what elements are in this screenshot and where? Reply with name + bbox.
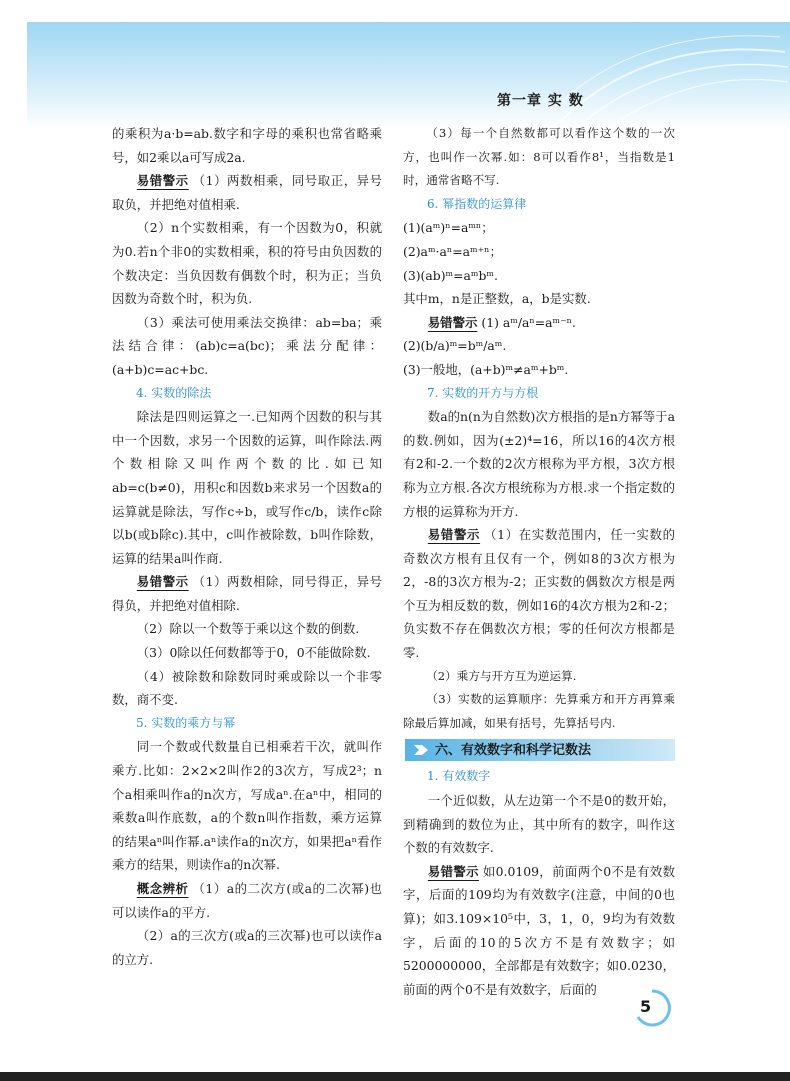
callout-label: 易错警示 — [136, 574, 189, 590]
subsection-heading: 6. 幂指数的运算律 — [427, 196, 527, 211]
body-paragraph: 数a的n(n为自然数)次方根指的是n方幂等于a的数.例如，因为(±2)⁴=16，所以16的4次方根有2和-2.一个数的2次方根称为平方根，3次方根称为立方根.各次方根统称为方根.求一个指定数的方根的运算称为开方. — [403, 409, 675, 519]
section-heading — [405, 739, 675, 761]
callout-text: （1）在实数范围内，任一实数的奇数次方根有且仅有一个，例如8的3次方根为2，-8的3次方根为-2；正实数的偶数次方根是两个互为相反数的数，例如16的4次方根为2和-2；负实数不存在偶数次方根；零的任何次方根都是零. — [403, 527, 675, 661]
body-paragraph: （3）实数的运算顺序：先算乘方和开方再算乘除最后算加减，如果有括号，先算括号内. — [403, 692, 675, 730]
body-paragraph: （4）被除数和除数同时乘或除以一个非零数，商不变. — [112, 668, 382, 708]
body-paragraph: (3)一般地，(a+b)ᵐ≠aᵐ+bᵐ. — [403, 361, 569, 377]
callout-paragraph — [403, 311, 675, 335]
body-paragraph: （2）乘方与开方互为逆运算. — [426, 668, 577, 683]
right-column — [403, 122, 675, 1001]
body-paragraph: （2）n个实数相乘，有一个因数为0，积就为0.若n个非0的实数相乘，积的符号由负因数的个数决定：当负因数有偶数个时，积为正；当负因数为奇数个时，积为负. — [112, 220, 382, 307]
callout-paragraph — [112, 570, 382, 617]
body-paragraph: 其中m，n是正整数，a，b是实数. — [403, 291, 591, 307]
callout-paragraph — [112, 877, 382, 924]
callout-label: 易错警示 — [427, 314, 478, 330]
subsection-heading: 7. 实数的开方与方根 — [427, 385, 539, 400]
arrow-icon — [413, 742, 429, 758]
bottom-rule — [0, 1072, 790, 1081]
body-paragraph: （3）乘法可使用乘法交换律：ab=ba；乘法结合律：(ab)c=a(bc)；乘法分配律：(a+b)c=ac+bc. — [112, 314, 382, 377]
callout-label: 易错警示 — [427, 863, 479, 879]
callout-text: (1) aᵐ/aⁿ=aᵐ⁻ⁿ. — [481, 314, 576, 330]
body-paragraph: (3)(ab)ᵐ=aᵐbᵐ. — [403, 267, 498, 283]
callout-paragraph — [112, 169, 382, 216]
body-paragraph: 同一个数或代数量自已相乘若干次，就叫作乘方.比如：2×2×2叫作2的3次方，写成2³；n个a相乘叫作a的n次方，写成aⁿ.在aⁿ中，相同的乘数a叫作底数，a的个数n叫作指数，乘方运算的结果aⁿ叫作幂.aⁿ读作a的n次方，如果把aⁿ看作乘方的结果，则读作a的n次幂. — [112, 739, 382, 873]
subsection-heading: 5. 实数的乘方与幂 — [136, 715, 236, 730]
body-paragraph: 除法是四则运算之一.已知两个因数的积与其中一个因数，求另一个因数的运算，叫作除法.两个数相除又叫作两个数的比.如已知ab=c(b≠0)，用积c和因数b来求另一个因数a的运算就是除法，写作c÷b，或写作c/b，读作c除以b(或b除c).其中，c叫作被除数，b叫作除数，运算的结果a叫作商. — [112, 409, 382, 566]
callout-paragraph — [403, 523, 675, 665]
callout-text: （1）两数相除，同号得正，异号得负，并把绝对值相除. — [112, 574, 383, 613]
body-paragraph: （2）除以一个数等于乘以这个数的倒数. — [136, 621, 360, 637]
callout-label: 易错警示 — [136, 173, 189, 189]
body-paragraph: 一个近似数，从左边第一个不是0的数开始，到精确到的数位为止，其中所有的数字，叫作这个数的有效数字. — [403, 793, 675, 856]
body-paragraph: （3）0除以任何数都等于0，0不能做除数. — [136, 645, 371, 661]
subsection-heading: 4. 实数的除法 — [136, 385, 212, 400]
body-paragraph: (1)(aᵐ)ⁿ=aᵐⁿ； — [403, 220, 494, 236]
page-number: 5 — [640, 997, 652, 1016]
page-circle-icon — [632, 988, 672, 1028]
body-paragraph: (2)aᵐ·aⁿ=aᵐ⁺ⁿ； — [403, 243, 502, 259]
callout-label: 概念辨析 — [136, 881, 189, 896]
left-column — [112, 122, 382, 971]
body-paragraph: 的乘积为a·b=ab.数字和字母的乘积也常省略乘号，如2乘以a可写成2a. — [112, 126, 382, 165]
callout-text: （1）a的二次方(或a的二次幂)也可以读作a的平方. — [112, 881, 382, 920]
header-band — [27, 22, 790, 130]
page-number-badge — [632, 988, 672, 1028]
body-paragraph: (2)(b/a)ᵐ=bᵐ/aᵐ. — [403, 338, 507, 354]
callout-label: 易错警示 — [427, 527, 481, 543]
callout-text: 如0.0109，前面两个0不是有效数字，后面的109均为有效数字(注意，中间的0也算)；如3.109×10⁵中，3，1，0，9均为有效数字，后面的10的5次方不是有效数字；如5200000000，全部都是有效数字；如0.0230，前面的两个0不是有效数字，后面的 — [403, 863, 675, 997]
section-heading-text: 六、有效数字和科学记数法 — [435, 742, 592, 758]
callout-text: （1）两数相乘，同号取正，异号取负，并把绝对值相乘. — [112, 173, 383, 212]
body-paragraph: （2）a的三次方(或a的三次幂)也可以读作a的立方. — [112, 928, 382, 967]
chapter-title: 第一章 实 数 — [497, 93, 584, 109]
callout-paragraph — [403, 860, 675, 1002]
subsection-heading: 1. 有效数字 — [427, 769, 491, 784]
body-paragraph: （3）每一个自然数都可以看作这个数的一次方，也叫作一次幂.如：8可以看作8¹，当指数是1时，通常省略不写. — [403, 126, 675, 188]
